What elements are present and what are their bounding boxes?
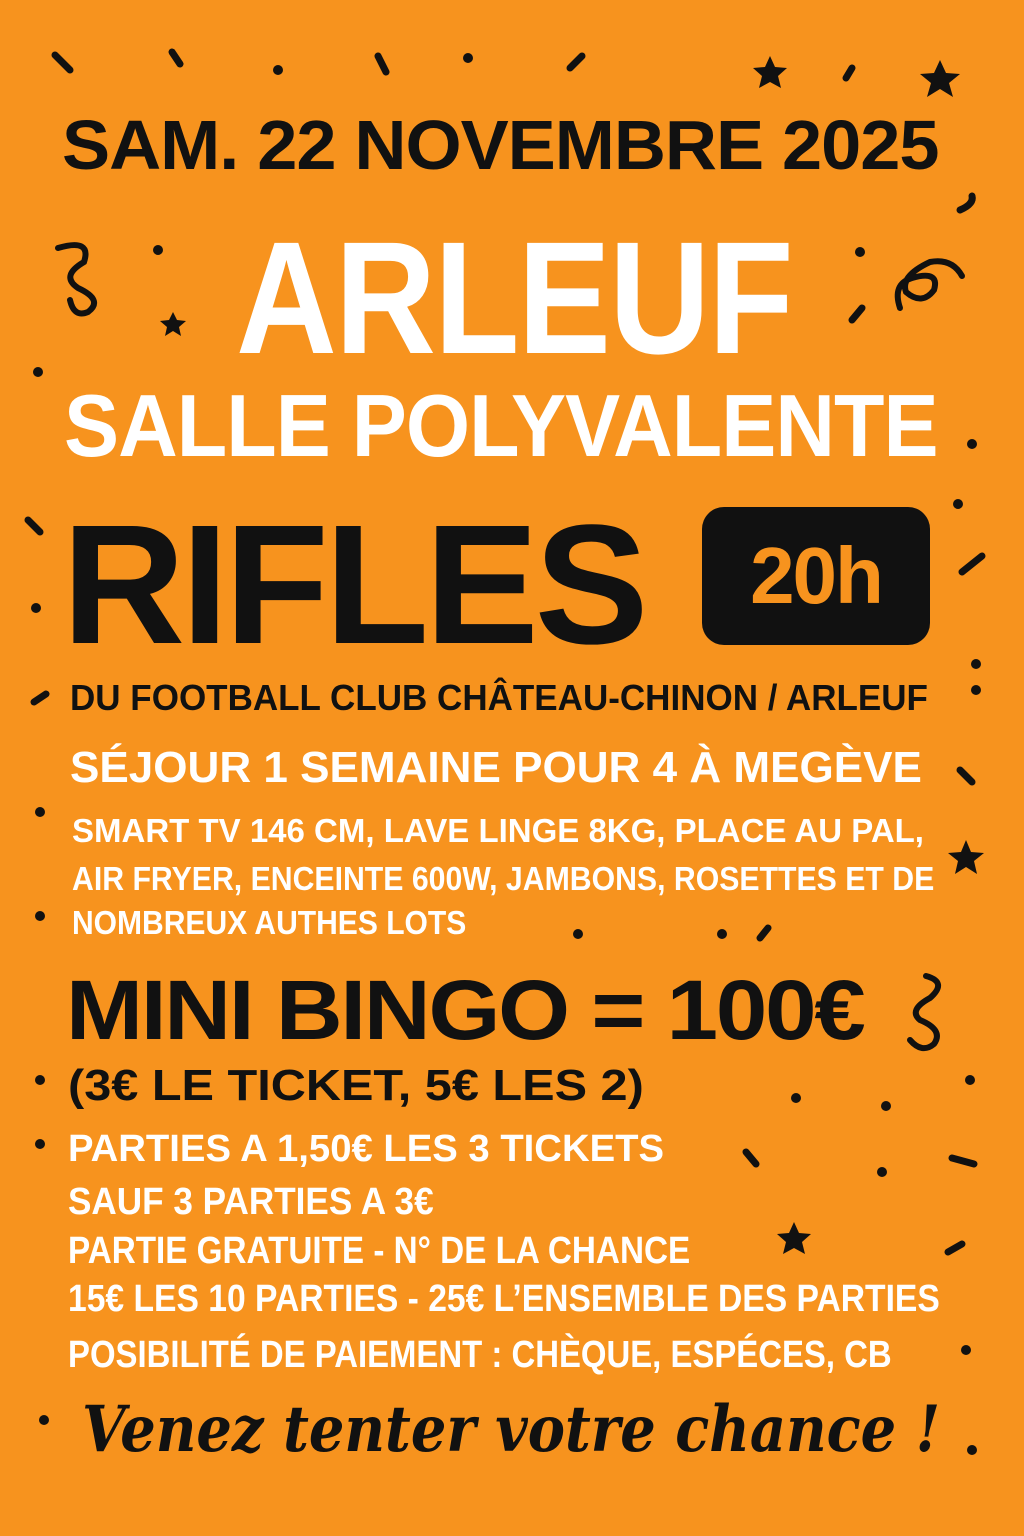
confetti-dash [846, 68, 852, 78]
confetti-dot [35, 1075, 45, 1085]
main-prize: SÉJOUR 1 SEMAINE POUR 4 À MEGÈVE [70, 743, 922, 792]
confetti-dot [35, 1139, 45, 1149]
confetti-dash [378, 56, 386, 72]
star-icon [948, 840, 984, 874]
confetti-dash [172, 52, 180, 64]
streamer [898, 261, 962, 308]
confetti-dot [31, 603, 41, 613]
confetti-dash [948, 1244, 962, 1252]
confetti-dash [852, 308, 862, 320]
confetti-dot [39, 1415, 49, 1425]
star-icon [920, 60, 960, 97]
mini-bingo-price: (3€ LE TICKET, 5€ LES 2) [68, 1061, 644, 1110]
confetti-dash [952, 1158, 974, 1164]
event-date: SAM. 22 NOVEMBRE 2025 [62, 106, 939, 184]
streamer [58, 245, 94, 313]
confetti-dot [881, 1101, 891, 1111]
confetti-dot [463, 53, 473, 63]
pricing-info-line: SAUF 3 PARTIES A 3€ [68, 1181, 434, 1223]
venue-name: SALLE POLYVALENTE [64, 376, 938, 475]
confetti-dash [760, 928, 768, 938]
confetti-dot [961, 1345, 971, 1355]
confetti-dot [153, 245, 163, 255]
confetti-dot [877, 1167, 887, 1177]
confetti-dot [971, 659, 981, 669]
confetti-dot [273, 65, 283, 75]
confetti-dot [855, 247, 865, 257]
confetti-dot [971, 685, 981, 695]
event-title: RIFLES [62, 490, 645, 680]
pricing-info-line: PARTIE GRATUITE - N° DE LA CHANCE [68, 1230, 691, 1272]
confetti-dot [953, 499, 963, 509]
pricing-info-line: PARTIES A 1,50€ LES 3 TICKETS [68, 1128, 664, 1170]
confetti-dash [960, 196, 972, 210]
town-name: ARLEUF [236, 208, 792, 387]
confetti-dash [962, 556, 982, 572]
confetti-dot [35, 807, 45, 817]
star-icon [777, 1222, 811, 1254]
confetti-dash [570, 56, 582, 68]
confetti-dot [573, 929, 583, 939]
prize-list-line: SMART TV 146 CM, LAVE LINGE 8KG, PLACE AU PAL, [72, 812, 924, 849]
confetti-dot [35, 911, 45, 921]
confetti-dot [967, 1445, 977, 1455]
confetti-dot [33, 367, 43, 377]
confetti-dot [791, 1093, 801, 1103]
confetti-dash [34, 694, 46, 702]
time-badge [702, 507, 930, 645]
confetti-dash [55, 55, 70, 70]
confetti-dash [960, 770, 972, 782]
confetti-dot [967, 439, 977, 449]
mini-bingo-headline: MINI BINGO = 100€ [66, 963, 864, 1057]
prize-list-line: AIR FRYER, ENCEINTE 600W, JAMBONS, ROSETTES ET DE [72, 860, 935, 897]
prize-list-line: NOMBREUX AUTHES LOTS [72, 904, 467, 941]
star-icon [753, 56, 787, 88]
pricing-info-line: 15€ LES 10 PARTIES - 25€ L’ENSEMBLE DES PARTIES [68, 1278, 940, 1320]
event-time: 20h [750, 531, 882, 620]
streamer [910, 976, 938, 1048]
star-icon [160, 312, 186, 336]
confetti-dot [965, 1075, 975, 1085]
confetti-dash [746, 1152, 756, 1164]
slogan: Venez tenter votre chance ! [82, 1392, 941, 1467]
organizer-line: DU FOOTBALL CLUB CHÂTEAU-CHINON / ARLEUF [70, 677, 928, 718]
payment-info-line: POSIBILITÉ DE PAIEMENT : CHÈQUE, ESPÉCES, CB [68, 1334, 892, 1376]
confetti-dot [717, 929, 727, 939]
confetti-dash [28, 520, 40, 532]
